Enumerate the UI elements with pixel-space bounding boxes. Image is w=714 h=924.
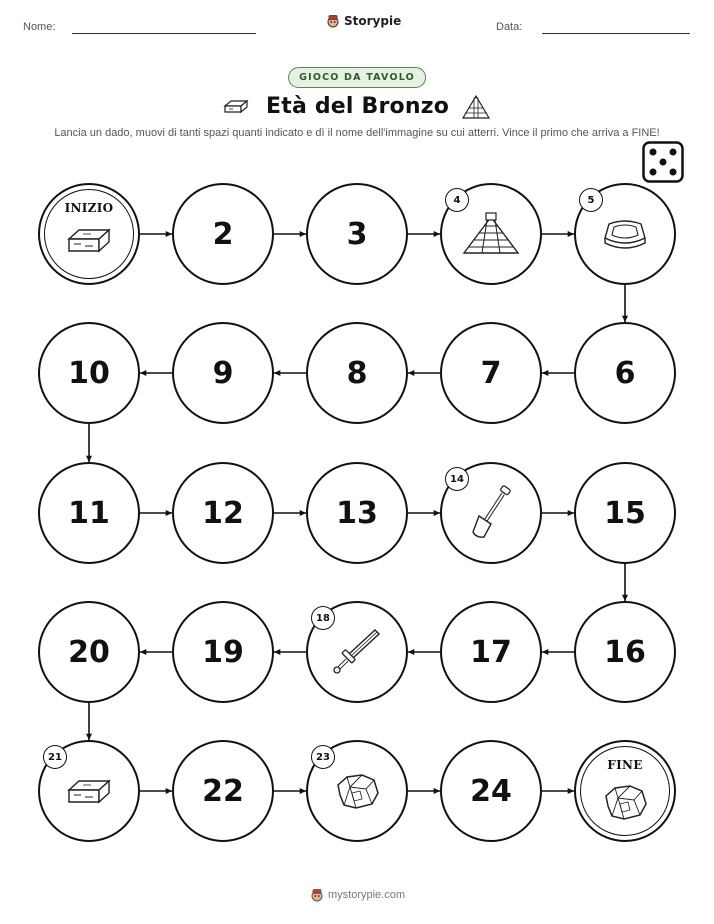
path-arrow bbox=[274, 649, 306, 655]
date-label: Data: bbox=[496, 21, 523, 33]
path-arrow bbox=[408, 788, 440, 794]
path-arrow bbox=[140, 231, 172, 237]
finish-space[interactable] bbox=[574, 740, 676, 842]
path-arrow bbox=[408, 510, 440, 516]
path-arrow bbox=[140, 510, 172, 516]
space-number: 2 bbox=[212, 216, 234, 252]
board-space-3[interactable] bbox=[306, 183, 408, 285]
bronze-ingot-icon bbox=[65, 225, 113, 259]
board-space-20[interactable] bbox=[38, 601, 140, 703]
board-space-24[interactable] bbox=[440, 740, 542, 842]
space-number: 10 bbox=[68, 355, 110, 391]
space-number: 15 bbox=[604, 495, 646, 531]
space-number: 12 bbox=[202, 495, 244, 531]
path-arrow bbox=[86, 703, 92, 740]
board-space-22[interactable] bbox=[172, 740, 274, 842]
name-label: Nome: bbox=[23, 21, 56, 33]
path-arrow bbox=[542, 649, 574, 655]
space-number-badge: 5 bbox=[579, 188, 603, 212]
path-arrow bbox=[274, 510, 306, 516]
path-arrow bbox=[274, 370, 306, 376]
space-number-badge: 21 bbox=[43, 745, 67, 769]
brand-name: Storypie bbox=[344, 14, 402, 28]
path-arrow bbox=[542, 510, 574, 516]
footer-url[interactable]: mystorypie.com bbox=[328, 889, 406, 901]
board-space-13[interactable] bbox=[306, 462, 408, 564]
path-arrow bbox=[274, 788, 306, 794]
path-arrow bbox=[140, 788, 172, 794]
board-space-9[interactable] bbox=[172, 322, 274, 424]
board-space-16[interactable] bbox=[574, 601, 676, 703]
footer bbox=[310, 888, 405, 902]
space-number: 17 bbox=[470, 634, 512, 670]
start-label: INIZIO bbox=[64, 201, 114, 215]
board-space-7[interactable] bbox=[440, 322, 542, 424]
board-space-10[interactable] bbox=[38, 322, 140, 424]
path-arrow bbox=[542, 370, 574, 376]
path-arrow bbox=[542, 788, 574, 794]
path-arrow bbox=[140, 370, 172, 376]
board-space-4[interactable] bbox=[440, 183, 542, 285]
space-number: 8 bbox=[346, 355, 368, 391]
space-number: 19 bbox=[202, 634, 244, 670]
space-number: 11 bbox=[68, 495, 110, 531]
ore-rock-icon bbox=[332, 771, 382, 811]
board-space-21[interactable] bbox=[38, 740, 140, 842]
board-space-19[interactable] bbox=[172, 601, 274, 703]
board-space-11[interactable] bbox=[38, 462, 140, 564]
board-space-17[interactable] bbox=[440, 601, 542, 703]
space-number-badge: 23 bbox=[311, 745, 335, 769]
path-arrow bbox=[408, 649, 440, 655]
board-space-14[interactable] bbox=[440, 462, 542, 564]
space-number: 24 bbox=[470, 773, 512, 809]
space-number: 20 bbox=[68, 634, 110, 670]
path-arrow bbox=[622, 285, 628, 322]
space-number-badge: 14 bbox=[445, 467, 469, 491]
board-space-2[interactable] bbox=[172, 183, 274, 285]
space-number: 6 bbox=[614, 355, 636, 391]
space-number: 3 bbox=[346, 216, 368, 252]
path-arrow bbox=[274, 231, 306, 237]
bronze-ingot-icon bbox=[65, 776, 113, 806]
board-space-15[interactable] bbox=[574, 462, 676, 564]
board-space-5[interactable] bbox=[574, 183, 676, 285]
sword-icon bbox=[331, 626, 383, 678]
path-arrow bbox=[622, 564, 628, 601]
mold-icon bbox=[601, 216, 649, 252]
finish-label: FINE bbox=[607, 758, 643, 772]
space-number: 22 bbox=[202, 773, 244, 809]
space-number-badge: 18 bbox=[311, 606, 335, 630]
path-arrow bbox=[86, 424, 92, 462]
board-space-23[interactable] bbox=[306, 740, 408, 842]
instructions: Lancia un dado, muovi di tanti spazi quanti indicato e dì il nome dell'immagine su cui atterri. Vince il primo che arriva a FINE! bbox=[54, 127, 660, 139]
space-number: 9 bbox=[212, 355, 234, 391]
path-arrow bbox=[408, 231, 440, 237]
path-arrow bbox=[140, 649, 172, 655]
board-space-12[interactable] bbox=[172, 462, 274, 564]
page-title: Età del Bronzo bbox=[266, 94, 450, 119]
pyramid-icon bbox=[460, 211, 522, 257]
board-space-8[interactable] bbox=[306, 322, 408, 424]
game-type-tag: GIOCO DA TAVOLO bbox=[288, 67, 426, 88]
space-number-badge: 4 bbox=[445, 188, 469, 212]
board-space-18[interactable] bbox=[306, 601, 408, 703]
ore-rock-icon bbox=[600, 782, 650, 826]
footer-mascot-icon bbox=[310, 888, 324, 902]
path-arrow bbox=[408, 370, 440, 376]
space-number: 7 bbox=[480, 355, 502, 391]
board-space-6[interactable] bbox=[574, 322, 676, 424]
start-space[interactable] bbox=[38, 183, 140, 285]
space-number: 16 bbox=[604, 634, 646, 670]
space-number: 13 bbox=[336, 495, 378, 531]
shovel-icon bbox=[467, 484, 515, 542]
path-arrow bbox=[542, 231, 574, 237]
